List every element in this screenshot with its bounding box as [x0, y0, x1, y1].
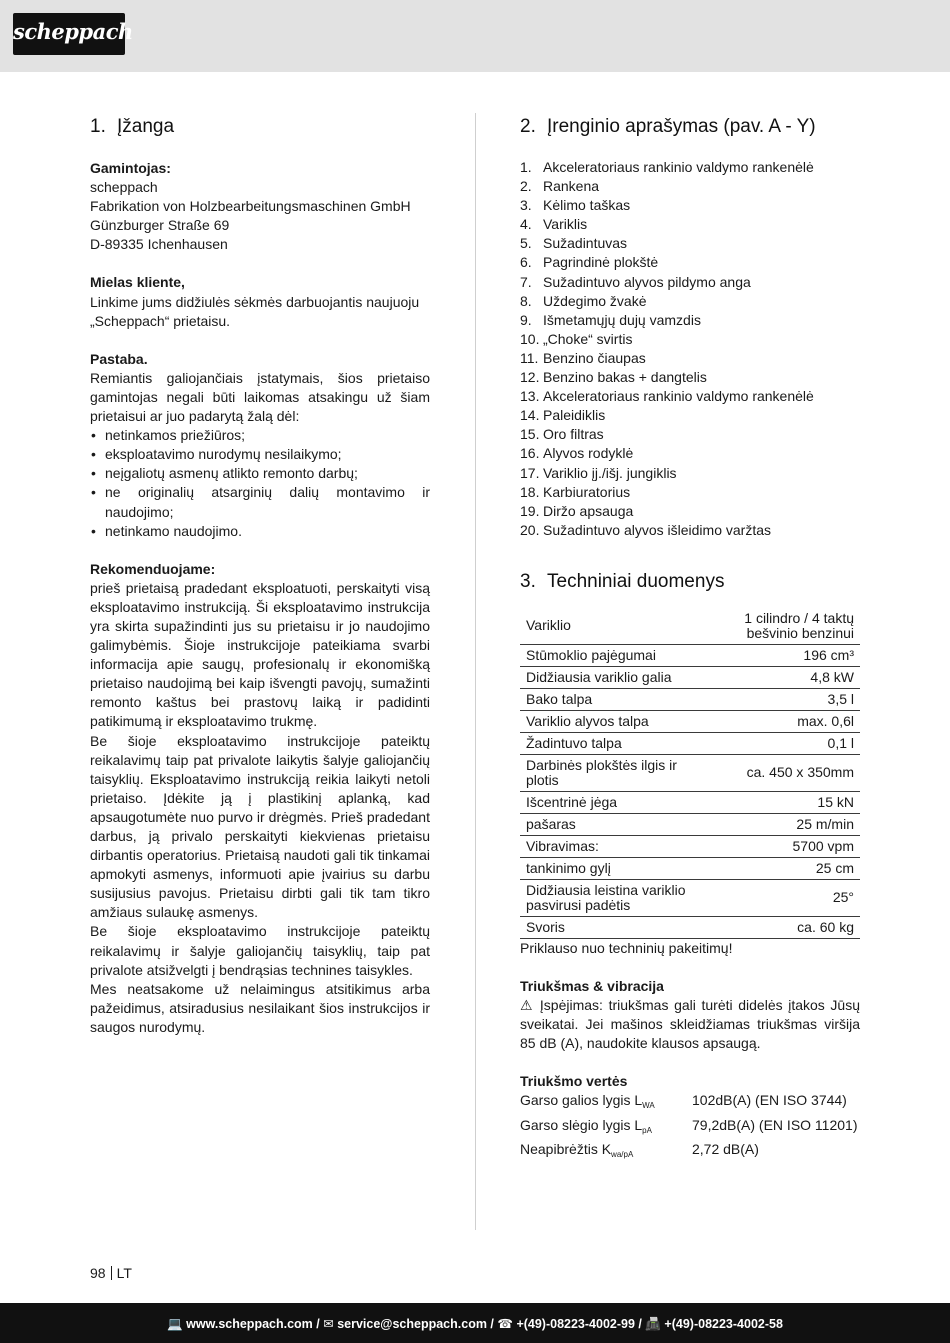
note-text: Remiantis galiojančiais įstatymais, šios prietaiso gamintojas negali būti laikomas atsakingu už šiam prietaisui ar juo padarytą žalą dėl:: [90, 369, 430, 425]
table-row: pašaras 25 m/min: [520, 813, 860, 835]
phone-icon: ☎: [497, 1317, 513, 1331]
list-item: 9. Išmetamųjų dujų vamzdis: [520, 311, 701, 328]
fax-icon: 📠: [645, 1317, 661, 1331]
computer-icon: 💻: [167, 1317, 183, 1331]
list-item: 15. Oro filtras: [520, 426, 604, 443]
noise-values-label: Triukšmo vertės: [520, 1073, 628, 1090]
dear-customer-label: Mielas kliente,: [90, 274, 185, 291]
list-item: 12. Benzino bakas + dangtelis: [520, 369, 707, 386]
list-item: • netinkamos priežiūros;: [90, 426, 430, 445]
table-row: Vibravimas: 5700 vpm: [520, 835, 860, 857]
tech-note: Priklauso nuo techninių pakeitimų!: [520, 939, 733, 956]
table-row: Didžiausia leistina variklio pasvirusi padėtis 25°: [520, 879, 860, 916]
list-item: 3. Kėlimo taškas: [520, 197, 631, 214]
list-item: • ne originalių atsarginių dalių montavimo ir naudojimo;: [90, 483, 430, 521]
recommend-label: Rekomenduojame:: [90, 560, 216, 577]
warning-icon: ⚠: [520, 997, 535, 1014]
list-item: 18. Karbiuratorius: [520, 483, 631, 500]
noise-warning-text: ⚠ Įspėjimas: triukšmas gali turėti didelės įtakos Jūsų sveikatai. Jei mašinos skleidžiamas triukšmas viršija 85 dB (A), naudokite klausos apsaugą.: [520, 997, 860, 1052]
technical-data-table: [520, 608, 860, 939]
manufacturer-line: scheppach: [90, 179, 158, 196]
list-item: 6. Pagrindinė plokštė: [520, 254, 659, 271]
section-heading-technical-data: 3. Techniniai duomenys: [520, 570, 725, 592]
list-item: 5. Sužadintuvas: [520, 235, 628, 252]
list-item: 19. Diržo apsauga: [520, 502, 634, 519]
list-item: 7. Sužadintuvo alyvos pildymo anga: [520, 273, 751, 290]
list-item: 16. Alyvos rodyklė: [520, 445, 634, 462]
list-item: 17. Variklio įj./išj. jungiklis: [520, 464, 677, 481]
table-row: Bako talpa 3,5 l: [520, 688, 860, 710]
manufacturer-line: Fabrikation von Holzbearbeitungsmaschinen GmbH: [90, 198, 411, 215]
table-row: Išcentrinė jėga 15 kN: [520, 791, 860, 813]
list-item: 20. Sužadintuvo alyvos išleidimo varžtas: [520, 521, 771, 538]
list-item: 4. Variklis: [520, 216, 588, 233]
list-item: 1. Akceleratoriaus rankinio valdymo rankenėlė: [520, 159, 814, 175]
section-heading-description: 2. Įrenginio aprašymas (pav. A - Y): [520, 116, 816, 137]
liability-list: [90, 426, 430, 541]
table-row: Stūmoklio pajėgumai 196 cm³: [520, 644, 860, 666]
table-row: Didžiausia variklio galia 4,8 kW: [520, 666, 860, 688]
manufacturer-line: Günzburger Straße 69: [90, 217, 230, 234]
manufacturer-label: Gamintojas:: [90, 160, 171, 176]
page-header: [0, 0, 950, 72]
table-row: Svoris ca. 60 kg: [520, 916, 860, 938]
noise-vibration-label: Triukšmas & vibracija: [520, 977, 664, 994]
column-divider: [475, 113, 476, 1230]
left-column: [90, 113, 430, 1037]
dear-customer-text: Linkime jums didžiulės sėkmės darbuojantis naujuoju „Scheppach“ prietaisu.: [90, 293, 420, 329]
table-row: Variklio alyvos talpa max. 0,6l: [520, 710, 860, 732]
list-item: 10. „Choke“ svirtis: [520, 330, 633, 347]
parts-list: [520, 158, 860, 540]
website-link[interactable]: www.scheppach.com: [186, 1317, 313, 1331]
right-column: [520, 113, 860, 1164]
phone-number: +(49)-08223-4002-99: [516, 1317, 635, 1331]
mail-icon: ✉: [323, 1317, 334, 1331]
note-label: Pastaba.: [90, 350, 148, 367]
recommend-paragraph: Be šioje eksploatavimo instrukcijoje pateiktų reikalavimų taip pat privalote laikytis šalyje galiojančių taisyklių. Eksploatavimo instrukciją reikia laikyti netoli prietaiso. Įdėkite ją į plastikinį aplanką, kad apsaugotumėte nuo purvo ir drėgmės. Prieš pradedant darbus, ją privalo perskaityti kiekvienas prietaisu dirbantis operatorius. Prietaisą naudoti gali tik tinkamai apmokyti asmenys, informuoti apie įvairius su darbu susijusius pavojus. Prietaisu dirbti gali tik tam tikro amžiaus sulaukę asmenys.: [90, 732, 430, 921]
email-link[interactable]: service@scheppach.com: [337, 1317, 487, 1331]
noise-value-row: Garso galios lygis $L_{WA}$ 102dB(A) (EN ISO 3744): [520, 1092, 847, 1111]
fax-number: +(49)-08223-4002-58: [664, 1317, 783, 1331]
section-heading-introduction: 1. Įžanga: [90, 116, 175, 137]
page-footer: 💻 www.scheppach.com / ✉ service@scheppach.com / ☎ +(49)-08223-4002-99 / 📠 +(49)-08223-4002-58: [0, 1303, 950, 1343]
page-number: 98 LT: [90, 1265, 132, 1281]
recommend-paragraph: prieš prietaisą pradedant eksploatuoti, perskaityti visą eksploatavimo instrukciją. Ši eksploatavimo instrukcija yra skirta supažindinti jus su prietaisu ir jo naudojimo galimybėmis. Šioje instrukcijoje pateikiama svarbi informacija apie saugų, profesionalų ir ekonomišką prietaiso naudojimą bei kaip išvengti pavojų, sumažinti remonto kaštus bei prastovų laiką ir padidinti patikimumą ir eksploatavimo trukmę.: [90, 579, 430, 730]
list-item: 14. Paleidiklis: [520, 407, 606, 424]
manufacturer-line: D-89335 Ichenhausen: [90, 236, 228, 253]
list-item: 2. Rankena: [520, 178, 600, 195]
list-item: 11. Benzino čiaupas: [520, 349, 646, 366]
recommend-paragraph: Be šioje eksploatavimo instrukcijoje pateiktų reikalavimų ir šalyje galiojančių taisyklių, taip pat privalote atsižvelgti į bendrąsias technines taisykles.: [90, 923, 430, 978]
list-item: • neįgaliotų asmenų atlikto remonto darbų;: [90, 464, 430, 483]
list-item: • eksploatavimo nurodymų nesilaikymo;: [90, 445, 430, 464]
table-row: Variklio 1 cilindro / 4 taktų bešvinio benzinui: [520, 608, 860, 645]
scheppach-logo: scheppach: [13, 13, 125, 55]
list-item: 13. Akceleratoriaus rankinio valdymo rankenėlė: [520, 388, 814, 405]
table-row: tankinimo gylį 25 cm: [520, 857, 860, 879]
list-item: • netinkamo naudojimo.: [90, 522, 430, 541]
table-row: Darbinės plokštės ilgis ir plotis ca. 450 x 350mm: [520, 754, 860, 791]
table-row: Žadintuvo talpa 0,1 l: [520, 732, 860, 754]
noise-value-row: Neapibrėžtis $K_{wa/pA}$ 2,72 dB(A): [520, 1140, 759, 1159]
list-item: 8. Uždegimo žvakė: [520, 292, 647, 309]
recommend-paragraph: Mes neatsakome už nelaimingus atsitikimus arba pažeidimus, atsiradusius nesilaikant šios instrukcijos ir saugos nurodymų.: [90, 980, 430, 1035]
noise-value-row: Garso slėgio lygis $L_{pA}$ 79,2dB(A) (EN ISO 11201): [520, 1116, 858, 1135]
